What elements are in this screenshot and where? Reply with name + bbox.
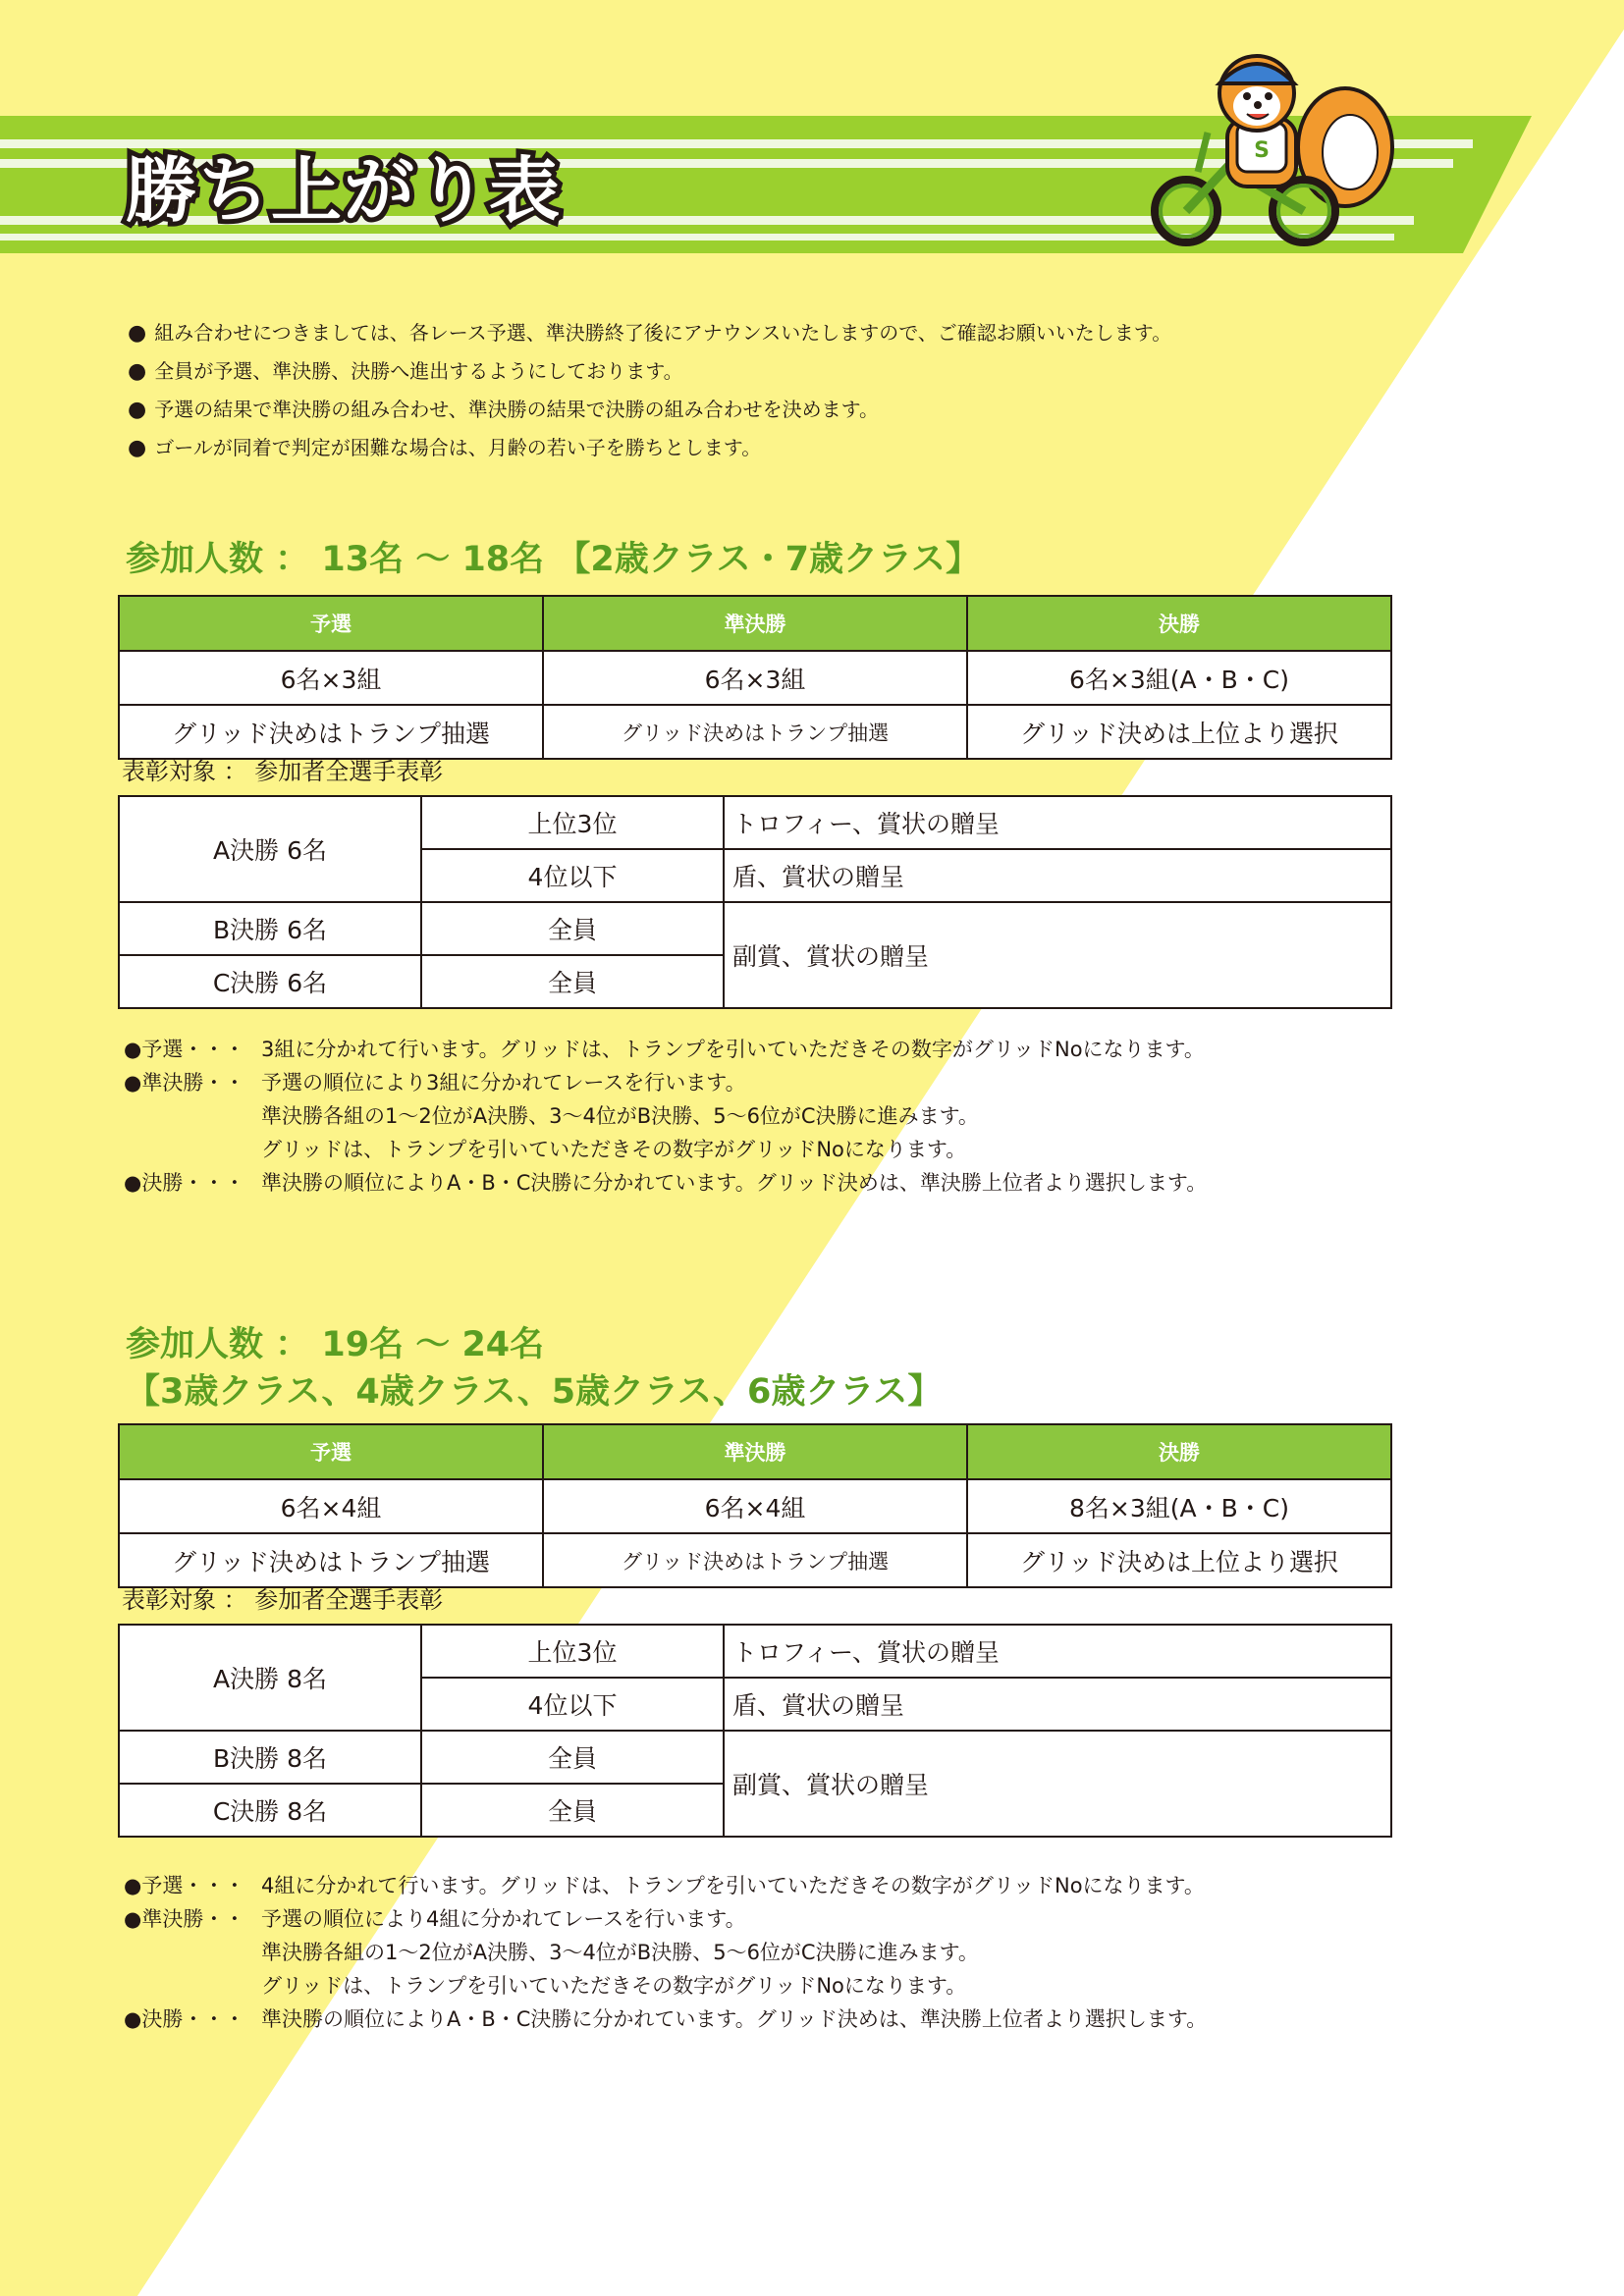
note-key: ●決勝・・・ xyxy=(124,1171,245,1195)
note-text: 準決勝の順位によりA・B・C決勝に分かれています。グリッド決めは、準決勝上位者より選択します。 xyxy=(261,1171,1208,1195)
c-all: 全員 xyxy=(421,1784,724,1837)
rank4-prize: 盾、賞状の贈呈 xyxy=(724,1678,1391,1731)
cell: グリッド決めは上位より選択 xyxy=(967,705,1391,759)
bullet-icon: ● xyxy=(128,398,147,422)
section-1-heading: 参加人数 ： 13名 ～ 18名 【2歳クラス・7歳クラス】 xyxy=(126,540,980,579)
note-key: ●予選・・・ xyxy=(124,1874,245,1897)
cell: 6名×3組 xyxy=(119,651,543,705)
bullet-icon: ● xyxy=(128,359,147,384)
cell: 6名×3組(A・B・C) xyxy=(967,651,1391,705)
page-title: 勝ち上がり表 xyxy=(126,149,563,232)
header-semi: 準決勝 xyxy=(543,1424,967,1479)
c-all: 全員 xyxy=(421,955,724,1008)
cell: グリッド決めは上位より選択 xyxy=(967,1533,1391,1587)
section-1-format-table xyxy=(118,595,1392,760)
cell: グリッド決めはトランプ抽選 xyxy=(543,705,967,759)
section-1-notes xyxy=(124,1033,1207,1200)
section-2-format-table xyxy=(118,1423,1392,1588)
header-final: 決勝 xyxy=(967,596,1391,651)
bullet-icon: ● xyxy=(128,436,147,460)
note-text: グリッドは、トランプを引いていただきその数字がグリッドNoになります。 xyxy=(261,1138,967,1161)
cell: 6名×4組 xyxy=(543,1479,967,1533)
b-all: 全員 xyxy=(421,1731,724,1784)
header-prelim: 予選 xyxy=(119,596,543,651)
rank4-label: 4位以下 xyxy=(421,1678,724,1731)
b-final-label: B決勝 8名 xyxy=(119,1731,421,1784)
section-2-award-table xyxy=(118,1624,1392,1838)
section-1-award-table xyxy=(118,795,1392,1009)
header-semi: 準決勝 xyxy=(543,596,967,651)
cell: 8名×3組(A・B・C) xyxy=(967,1479,1391,1533)
b-final-label: B決勝 6名 xyxy=(119,902,421,955)
note-text: グリッドは、トランプを引いていただきその数字がグリッドNoになります。 xyxy=(261,1974,967,1998)
bc-prize: 副賞、賞状の贈呈 xyxy=(724,902,1391,1008)
cell: 6名×4組 xyxy=(119,1479,543,1533)
mascot-shirt-letter: S xyxy=(1254,138,1270,163)
bullet-icon: ● xyxy=(128,321,147,346)
header-prelim: 予選 xyxy=(119,1424,543,1479)
intro-bullet-list xyxy=(128,314,1171,467)
intro-item: ● 組み合わせにつきましては、各レース予選、準決勝終了後にアナウンスいたしますので、ご確認お願いいたします。 xyxy=(128,321,1172,346)
note-text: 準決勝各組の1～2位がA決勝、3～4位がB決勝、5～6位がC決勝に進みます。 xyxy=(261,1941,979,1964)
note-key: ●予選・・・ xyxy=(124,1038,245,1061)
note-text: 予選の順位により3組に分かれてレースを行います。 xyxy=(261,1071,746,1095)
top3-label: 上位3位 xyxy=(421,1625,724,1678)
header-final: 決勝 xyxy=(967,1424,1391,1479)
section-2-heading-line1: 参加人数 ： 19名 ～ 24名 xyxy=(126,1325,545,1364)
section-2-heading-line2: 【3歳クラス、4歳クラス、5歳クラス、6歳クラス】 xyxy=(126,1372,943,1412)
intro-item: ● ゴールが同着で判定が困難な場合は、月齢の若い子を勝ちとします。 xyxy=(128,436,762,460)
a-final-label: A決勝 6名 xyxy=(119,796,421,902)
cell: グリッド決めはトランプ抽選 xyxy=(119,705,543,759)
bc-prize: 副賞、賞状の贈呈 xyxy=(724,1731,1391,1837)
note-text: 準決勝の順位によりA・B・C決勝に分かれています。グリッド決めは、準決勝上位者より選択します。 xyxy=(261,2007,1208,2031)
intro-item: ● 予選の結果で準決勝の組み合わせ、準決勝の結果で決勝の組み合わせを決めます。 xyxy=(128,398,880,422)
top3-prize: トロフィー、賞状の贈呈 xyxy=(724,796,1391,849)
c-final-label: C決勝 6名 xyxy=(119,955,421,1008)
section-2-award-label: 表彰対象 ： 参加者全選手表彰 xyxy=(122,1586,444,1614)
top3-label: 上位3位 xyxy=(421,796,724,849)
note-text: 準決勝各組の1～2位がA決勝、3～4位がB決勝、5～6位がC決勝に進みます。 xyxy=(261,1104,979,1128)
b-all: 全員 xyxy=(421,902,724,955)
note-key: ●準決勝・・ xyxy=(124,1071,245,1095)
squirrel-mascot-icon xyxy=(1139,39,1394,255)
section-2-notes xyxy=(124,1869,1207,2036)
intro-item: ● 全員が予選、準決勝、決勝へ進出するようにしております。 xyxy=(128,359,683,384)
note-key: ●準決勝・・ xyxy=(124,1907,245,1931)
cell: グリッド決めはトランプ抽選 xyxy=(543,1533,967,1587)
note-text: 予選の順位により4組に分かれてレースを行います。 xyxy=(261,1907,746,1931)
cell: グリッド決めはトランプ抽選 xyxy=(119,1533,543,1587)
c-final-label: C決勝 8名 xyxy=(119,1784,421,1837)
note-text: 4組に分かれて行います。グリッドは、トランプを引いていただきその数字がグリッドNoになります。 xyxy=(261,1874,1205,1897)
section-1-award-label: 表彰対象 ： 参加者全選手表彰 xyxy=(122,758,444,785)
rank4-prize: 盾、賞状の贈呈 xyxy=(724,849,1391,902)
rank4-label: 4位以下 xyxy=(421,849,724,902)
top3-prize: トロフィー、賞状の贈呈 xyxy=(724,1625,1391,1678)
note-text: 3組に分かれて行います。グリッドは、トランプを引いていただきその数字がグリッドNoになります。 xyxy=(261,1038,1205,1061)
cell: 6名×3組 xyxy=(543,651,967,705)
note-key: ●決勝・・・ xyxy=(124,2007,245,2031)
a-final-label: A決勝 8名 xyxy=(119,1625,421,1731)
